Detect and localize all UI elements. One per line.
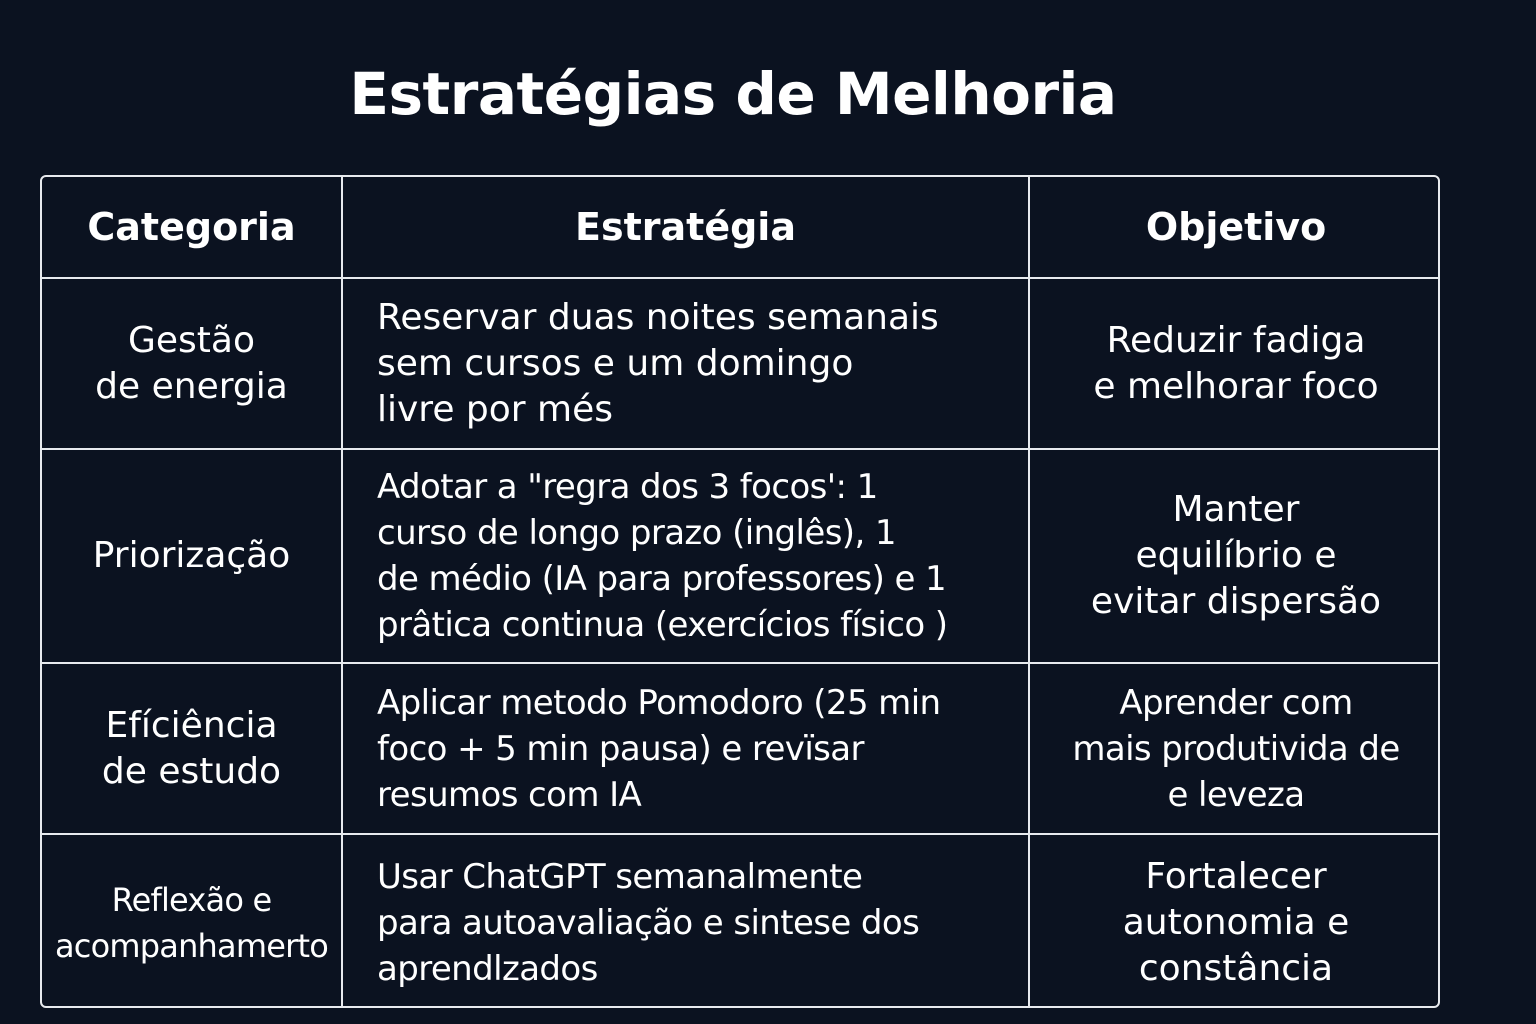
column-header-objetivo: Objetivo bbox=[1029, 177, 1440, 278]
table-row bbox=[42, 663, 1440, 834]
table-row bbox=[42, 449, 1440, 663]
cell-categoria: Gestão de energia bbox=[42, 278, 342, 449]
cell-estrategia: Reservar duas noites semanais sem cursos e um domingo livre por més bbox=[342, 278, 1029, 449]
column-header-estrategia: Estratégia bbox=[342, 177, 1029, 278]
cell-objetivo: Aprender com mais produtivida de e leveza bbox=[1029, 663, 1440, 834]
cell-estrategia: Adotar a "regra dos 3 focos': 1 curso de longo prazo (inglês), 1 de médio (IA para professores) e 1 prâtica continua (exercícios físico ) bbox=[342, 449, 1029, 663]
cell-categoria: Efíciência de estudo bbox=[42, 663, 342, 834]
cell-estrategia: Usar ChatGPT semanalmente para autoavaliação e sintese dos aprendlzados bbox=[342, 834, 1029, 1008]
table-row bbox=[42, 834, 1440, 1008]
strategies-table bbox=[40, 175, 1440, 1008]
column-header-categoria: Categoria bbox=[42, 177, 342, 278]
cell-objetivo: Reduzir fadiga e melhorar foco bbox=[1029, 278, 1440, 449]
cell-categoria: Priorização bbox=[42, 449, 342, 663]
cell-categoria: Reflexão e acompanhamerto bbox=[42, 834, 342, 1008]
cell-objetivo: Manter equilíbrio e evitar dispersão bbox=[1029, 449, 1440, 663]
cell-estrategia: Aplicar metodo Pomodoro (25 min foco + 5 min pausa) e revïsar resumos com IA bbox=[342, 663, 1029, 834]
table-header-row bbox=[42, 177, 1440, 278]
cell-objetivo: Fortalecer autonomia e constância bbox=[1029, 834, 1440, 1008]
table-row bbox=[42, 278, 1440, 449]
page-title: Estratégias de Melhoria bbox=[349, 60, 1117, 128]
